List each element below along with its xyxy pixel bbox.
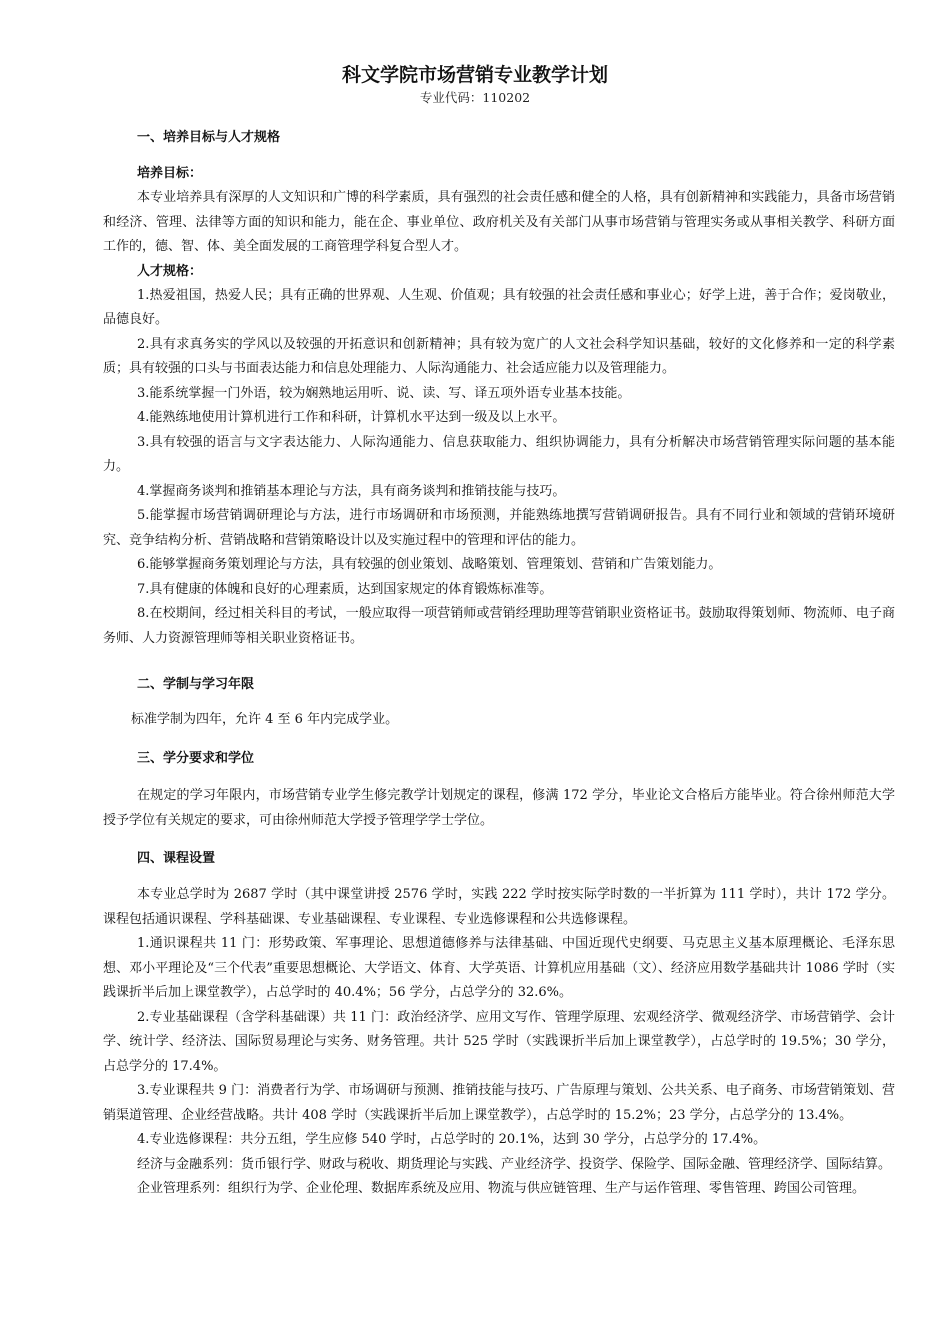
section-2-body: [103, 708, 895, 733]
course-paragraph: 1.通识课程共 11 门：形势政策、军事理论、思想道德修养与法律基础、中国近现代史纲要、马克思主义基本原理概论、毛泽东思想、邓小平理论及“三个代表”重要思想概论、大学语文、体育、大学英语、计算机应用基础（文）、经济应用数学基础共计 1086 学时（实践课折半后加上课堂教学），占总学时的 40.4%；56 学分，占总学分的 32.6%。: [103, 936, 895, 1000]
spec-item: 6.能够掌握商务策划理论与方法，具有较强的创业策划、战略策划、管理策划、营销和广告策划能力。: [137, 557, 722, 572]
page-title: 科文学院市场营销专业教学计划: [341, 64, 608, 86]
spec-item: 4.能熟练地使用计算机进行工作和科研，计算机水平达到一级及以上水平。: [137, 410, 566, 425]
section-2: [103, 675, 895, 695]
section-4: [103, 849, 895, 869]
spec-item: 7.具有健康的体魄和良好的心理素质，达到国家规定的体育锻炼标准等。: [137, 581, 553, 597]
section-4-heading: 四、课程设置: [137, 851, 216, 866]
section-3-body: [103, 784, 895, 833]
course-paragraph: 3.专业课程共 9 门：消费者行为学、市场调研与预测、推销技能与技巧、广告原理与策划、公共关系、电子商务、市场营销策划、营销渠道管理、企业经营战略。共计 408 学时（实践课折半后加上课堂教学），占总学时的 15.2%；23 学分，占总学分的 13.4%。: [103, 1083, 895, 1123]
spec-item: 4.掌握商务谈判和推销基本理论与方法，具有商务谈判和推销技能与技巧。: [137, 483, 566, 499]
schooling-text: 标准学制为四年，允许 4 至 6 年内完成学业。: [131, 712, 399, 727]
section-3: [103, 749, 895, 769]
spec-item: 8.在校期间，经过相关科目的考试，一般应取得一项营销师或营销经理助理等营销职业资格证书。鼓励取得策划师、物流师、电子商务师、人力资源管理师等相关职业资格证书。: [103, 606, 895, 646]
spec-item: 1.热爱祖国，热爱人民；具有正确的世界观、人生观、价值观；具有较强的社会责任感和事业心；好学上进，善于合作；爱岗敬业，品德良好。: [103, 287, 895, 327]
spec-item: 2.具有求真务实的学风以及较强的开拓意识和创新精神；具有较为宽广的人文社会科学知识基础，较好的文化修养和一定的科学素质；具有较强的口头与书面表达能力和信息处理能力、人际沟通能力、社会适应能力以及管理能力。: [103, 336, 895, 376]
major-code: 专业代码：110202: [419, 90, 531, 105]
spec-item: 3.具有较强的语言与文字表达能力、人际沟通能力、信息获取能力、组织协调能力，具有分析解决市场营销管理实际问题的基本能力。: [103, 434, 895, 474]
section-2-heading: 二、学制与学习年限: [137, 677, 255, 692]
goal-text: 本专业培养具有深厚的人文知识和广博的科学素质，具有强烈的社会责任感和健全的人格，具有创新精神和实践能力，具备市场营销和经济、管理、法律等方面的知识和能力，能在企、事业单位、政府机关及有关部门从事市场营销与管理实务或从事相关教学、科研方面工作的，德、智、体、美全面发展的工商管理学科复合型人才。: [103, 190, 895, 254]
course-paragraph: 经济与金融系列：货币银行学、财政与税收、期货理论与实践、产业经济学、投资学、保险学、国际金融、管理经济学、国际结算。: [137, 1156, 892, 1172]
spec-item: 3.能系统掌握一门外语，较为娴熟地运用听、说、读、写、译五项外语专业基本技能。: [137, 385, 631, 401]
course-paragraph: 2.专业基础课程（含学科基础课）共 11 门：政治经济学、应用文写作、管理学原理、宏观经济学、微观经济学、市场营销学、会计学、统计学、经济法、国际贸易理论与实务、财务管理。共计 525 学时（实践课折半后加上课堂教学），占总学时的 19.5%；30 学分，占总学分的 17.4%。: [103, 1009, 895, 1074]
goal-label: 培养目标：: [137, 166, 203, 181]
section-1: [103, 128, 895, 148]
section-3-heading: 三、学分要求和学位: [137, 751, 255, 766]
spec-label: 人才规格：: [137, 263, 203, 279]
section-1-heading: 一、培养目标与人才规格: [137, 130, 281, 145]
credit-text: 在规定的学习年限内，市场营销专业学生修完教学计划规定的课程，修满 172 学分，毕业论文合格后方能毕业。符合徐州师范大学授予学位有关规定的要求，可由徐州师范大学授予管理学学士学位。: [103, 788, 895, 828]
course-paragraph: 本专业总学时为 2687 学时（其中课堂讲授 2576 学时，实践 222 学时按实际学时数的一半折算为 111 学时），共计 172 学分。课程包括通识课程、学科基础课、专业基础课程、专业课程、专业选修课程和公共选修课程。: [103, 887, 895, 927]
section-4-body: [103, 883, 895, 1202]
course-paragraph: 企业管理系列：组织行为学、企业伦理、数据库系统及应用、物流与供应链管理、生产与运作管理、零售管理、跨国公司管理。: [137, 1181, 866, 1196]
section-1-body: [103, 162, 895, 651]
spec-item: 5.能掌握市场营销调研理论与方法，进行市场调研和市场预测，并能熟练地撰写营销调研报告。具有不同行业和领域的营销环境研究、竞争结构分析、营销战略和营销策略设计以及实施过程中的管理和评估的能力。: [103, 508, 895, 548]
course-paragraph: 4.专业选修课程：共分五组，学生应修 540 学时，占总学时的 20.1%，达到 30 学分，占总学分的 17.4%。: [137, 1132, 767, 1147]
